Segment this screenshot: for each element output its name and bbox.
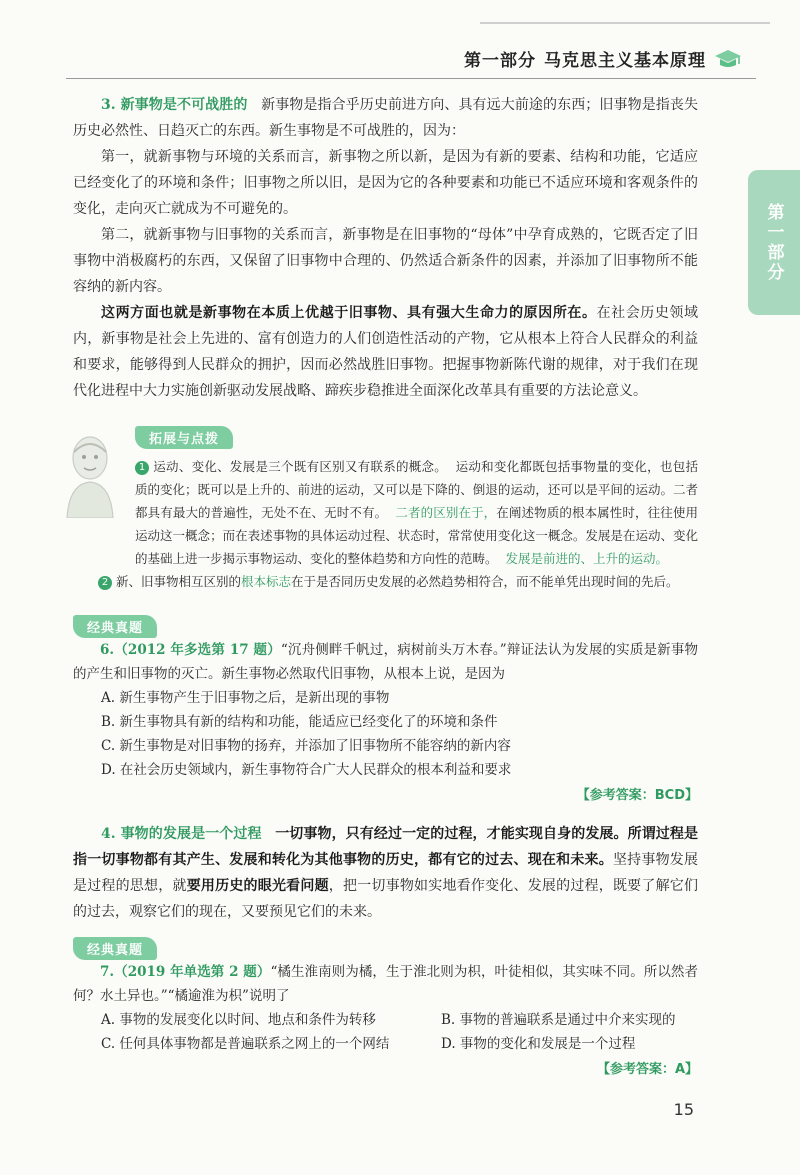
question-7 bbox=[73, 960, 698, 1077]
sec4-bold-2: 要用历史的眼光看问题 bbox=[186, 878, 329, 894]
q7-answer: 【参考答案：A】 bbox=[596, 1062, 698, 1077]
item-2-highlight: 根本标志 bbox=[241, 574, 292, 589]
sec4-text: 坚持事物发展是过程的思想，就 bbox=[73, 852, 698, 894]
top-rule bbox=[480, 22, 770, 24]
item-1-lead: 运动、变化、发展是三个既有区别又有联系的概念。 bbox=[153, 459, 448, 474]
q6-option-d: D. 在社会历史领域内，新生事物符合广大人民群众的根本利益和要求 bbox=[101, 762, 512, 778]
header-part: 第一部分 bbox=[464, 51, 536, 71]
running-header bbox=[464, 46, 742, 71]
item-2-lead: 新、旧事物相互区别的 bbox=[116, 574, 242, 589]
sec3-p3-bold: 这两方面也就是新事物在本质上优越于旧事物、具有强大生命力的原因所在。 bbox=[101, 305, 597, 321]
side-tab-label: 第一部分 bbox=[763, 202, 784, 283]
q7-option-b: B. 事物的普遍联系是通过中介来实现的 bbox=[441, 1012, 676, 1028]
extension-box bbox=[73, 426, 698, 593]
sec4-text-2: ，把一切事物如实地看作变化、发展的过程，既要了解它们的过去，观察它们的现在，又要预见它们的未来。 bbox=[73, 878, 699, 920]
sec4-heading: 4. 事物的发展是一个过程 bbox=[101, 826, 262, 842]
q7-badge-row bbox=[73, 937, 698, 960]
sec3-heading: 3. 新事物是不可战胜的 bbox=[101, 97, 248, 113]
chapter-side-tab bbox=[748, 170, 800, 315]
graduation-cap-icon bbox=[714, 48, 742, 70]
sec3-p1: 第一，就新事物与环境的关系而言，新事物之所以新，是因为有新的要素、结构和功能，它适应已经变化了的环境和条件；旧事物之所以旧，是因为它的各种要素和功能已不适应环境和客观条件的变化，走向灭亡就成为不可避免的。 bbox=[73, 149, 698, 217]
q6-answer: 【参考答案：BCD】 bbox=[576, 788, 698, 803]
extension-badge: 拓展与点拨 bbox=[135, 426, 233, 449]
sec3-p2: 第二，就新事物与旧事物的关系而言，新事物是在旧事物的“母体”中孕育成熟的，它既否定了旧事物中消极腐朽的东西，又保留了旧事物中合理的、仍然适合新条件的因素，并添加了旧事物所不能容纳的新内容。 bbox=[73, 227, 698, 295]
sec4-paragraph bbox=[73, 821, 698, 925]
q6-option-b: B. 新生事物具有新的结构和功能，能适应已经变化了的环境和条件 bbox=[101, 714, 498, 730]
item-1-body: 运动和变化都既包括事物量的变化，也包括质的变化；既可以是上升的、前进的运动，又可以是下降的、倒退的运动，还可以是平间的运动。二者都具有最大的普遍性，无处不在、无时不有。 bbox=[135, 459, 698, 520]
sec3-intro-text: 新事物是指合乎历史前进方向、具有远大前途的东西；旧事物是指丧失历史必然性、日趋灭亡的东西。新生事物是不可战胜的，因为： bbox=[73, 97, 698, 139]
q6-badge-row bbox=[73, 615, 698, 638]
header-title: 马克思主义基本原理 bbox=[544, 51, 706, 71]
sec3-p3-rest: 在社会历史领域内，新事物是社会上先进的、富有创造力的人们创造性活动的产物，它从根本上符合人民群众的利益和要求，能够得到人民群众的拥护，因而必然战胜旧事物。把握事物新陈代谢的规律，对于我们在现代化进程中大力实施创新驱动发展战略、蹄疾步稳推进全面深化改革具有重要的方法论意义。 bbox=[73, 305, 699, 399]
page-content bbox=[73, 92, 698, 1077]
item-2-body: 在于是否同历史发展的必然趋势相符合，而不能单凭出现时间的先后。 bbox=[291, 574, 679, 589]
extension-body bbox=[73, 455, 698, 593]
extension-item-2 bbox=[73, 570, 698, 593]
q6-option-c: C. 新生事物是对旧事物的扬弃，并添加了旧事物所不能容纳的新内容 bbox=[101, 738, 511, 754]
q7-stem-text: “橘生淮南则为橘，生于淮北则为枳，叶徒相似，其实味不同。所以然者何？水土异也。”“橘逾淮为枳”说明了 bbox=[73, 964, 698, 1004]
q7-options bbox=[73, 1008, 698, 1056]
item-1-body-2: 在阐述物质的根本属性时，往往使用运动这一概念；而在表述事物的具体运动过程、状态时，常常使用变化这一概念。发展是在运动、变化的基础上进一步揭示事物运动、变化的整体趋势和方向性的范畴。 bbox=[135, 505, 698, 566]
q7-option-d: D. 事物的变化和发展是一个过程 bbox=[441, 1036, 636, 1052]
sec3-intro bbox=[73, 92, 698, 144]
item-2-number: 2 bbox=[98, 576, 112, 590]
q6-option-a: A. 新生事物产生于旧事物之后，是新出现的事物 bbox=[101, 690, 390, 706]
teacher-avatar-icon bbox=[61, 432, 119, 518]
sec3-p3 bbox=[73, 300, 698, 404]
q7-stem bbox=[73, 960, 698, 1008]
header-rule bbox=[66, 78, 756, 79]
q6-stem-text: “沉舟侧畔千帆过，病树前头万木春。”辩证法认为发展的实质是新事物的产生和旧事物的灭亡。新生事物必然取代旧事物，从根本上说，是因为 bbox=[73, 642, 698, 682]
q7-option-c: C. 任何具体事物都是普遍联系之网上的一个网结 bbox=[101, 1036, 390, 1052]
q7-source: 7.（2019 年单选第 2 题） bbox=[100, 964, 271, 980]
q6-source: 6.（2012 年多选第 17 题） bbox=[100, 642, 281, 658]
question-6 bbox=[73, 638, 698, 803]
extension-item-1 bbox=[73, 455, 698, 570]
sec4-bold-1: 一切事物，只有经过一定的过程，才能实现自身的发展。所谓过程是指一切事物都有其产生、发展和转化为其他事物的历史，都有它的过去、现在和未来。 bbox=[73, 826, 698, 868]
q7-option-a: A. 事物的发展变化以时间、地点和条件为转移 bbox=[101, 1012, 376, 1028]
q7-badge: 经典真题 bbox=[73, 937, 157, 960]
page-number: 15 bbox=[673, 1100, 694, 1119]
item-1-number: 1 bbox=[135, 461, 149, 475]
item-1-highlight-diff: 二者的区别在于， bbox=[395, 505, 497, 520]
q6-stem bbox=[73, 638, 698, 686]
item-1-highlight-dev: 发展是前进的、上升的运动。 bbox=[505, 551, 668, 566]
q6-badge: 经典真题 bbox=[73, 615, 157, 638]
